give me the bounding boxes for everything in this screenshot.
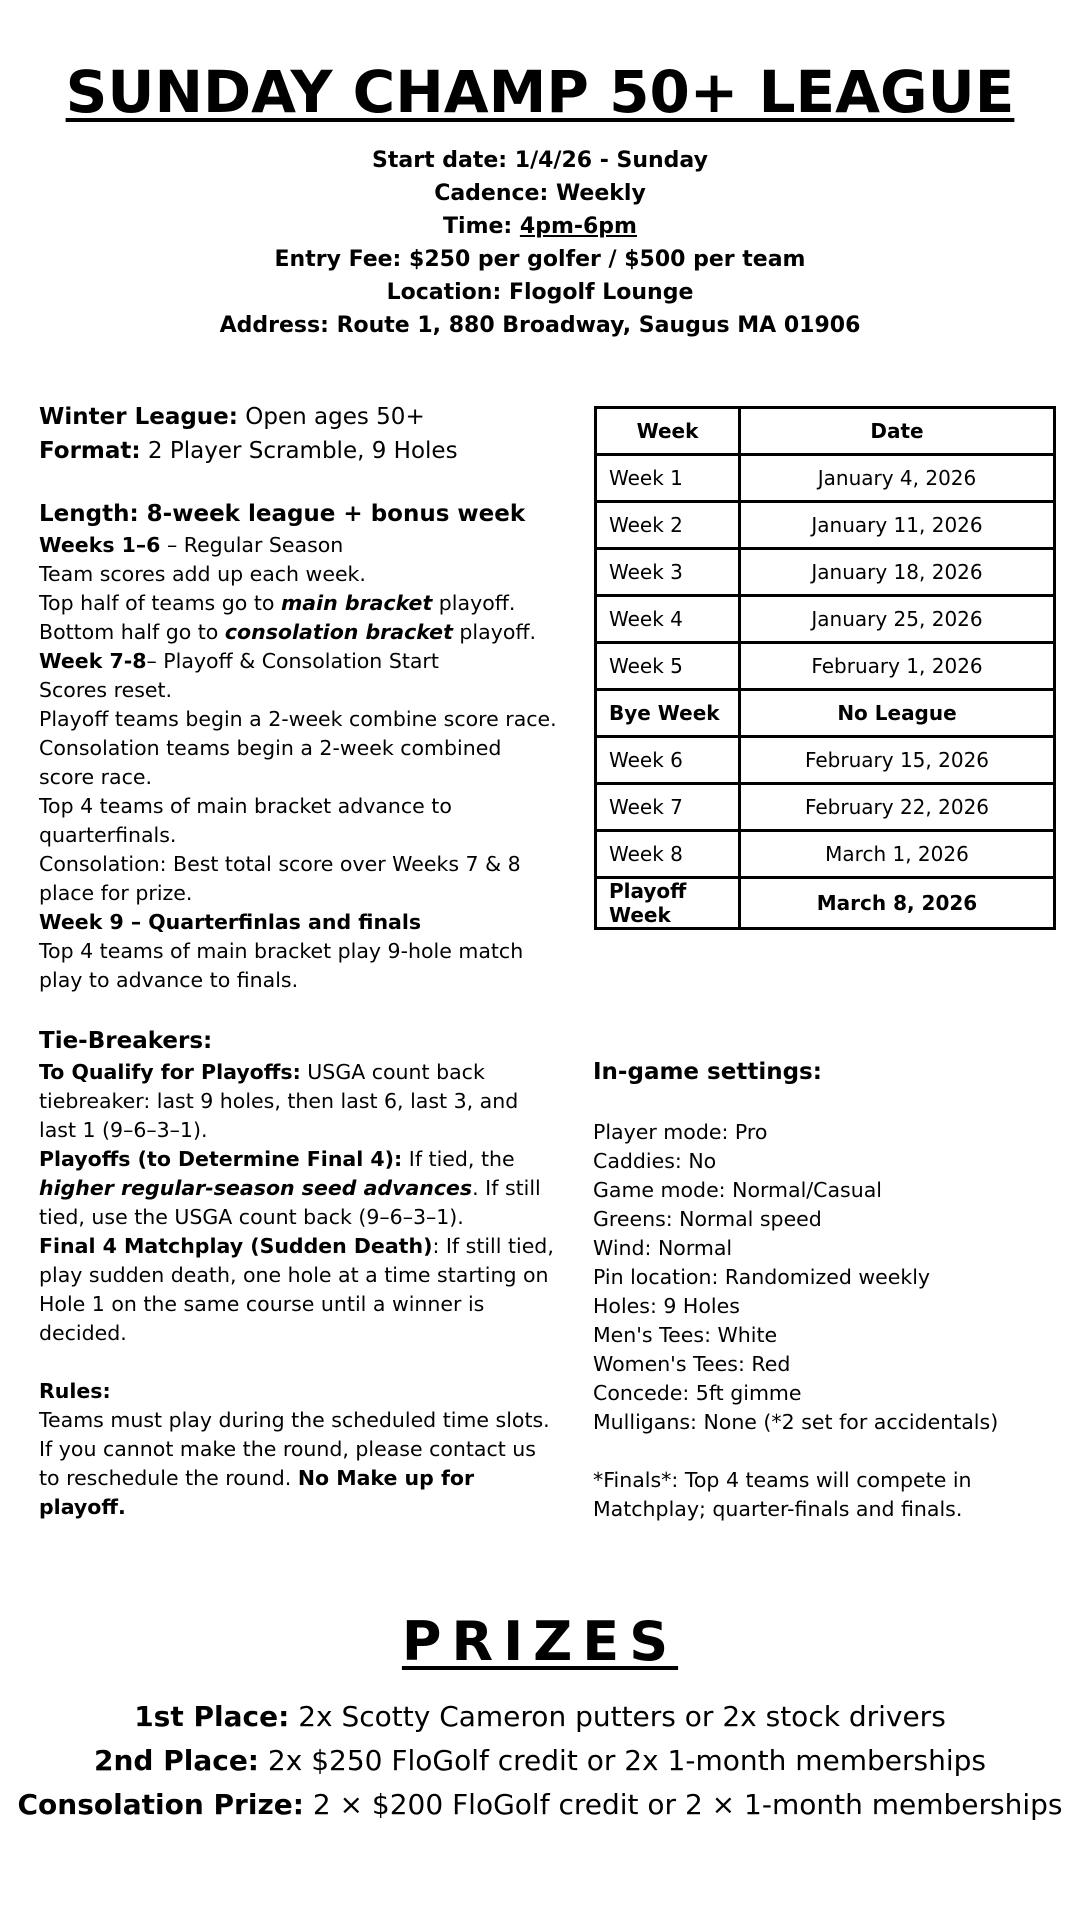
bottom-half-line: Bottom half go to consolation bracket playoff. <box>39 620 537 644</box>
schedule-week-cell: Week 5 <box>596 643 740 690</box>
schedule-week-cell: Week 3 <box>596 549 740 596</box>
setting-item: Greens: Normal speed <box>593 1207 822 1231</box>
entry-fee-line: Entry Fee: $250 per golfer / $500 per team <box>274 247 806 272</box>
schedule-week-cell: Playoff Week <box>596 878 740 929</box>
rules-heading: Rules: <box>39 1379 111 1403</box>
schedule-date-cell: January 18, 2026 <box>740 549 1055 596</box>
schedule-row <box>596 455 1055 502</box>
schedule-week-cell: Week 7 <box>596 784 740 831</box>
schedule-week-cell: Week 2 <box>596 502 740 549</box>
top-half-line: Top half of teams go to main bracket playoff. <box>39 591 516 615</box>
consolation-best-line: Consolation: Best total score over Weeks 7 & 8 place for prize. <box>39 852 521 905</box>
header-week: Week <box>596 408 740 455</box>
schedule-row <box>596 596 1055 643</box>
weeks-7-8-line: Week 7-8– Playoff & Consolation Start <box>39 649 439 673</box>
league-details <box>39 400 559 1522</box>
setting-item: Pin location: Randomized weekly <box>593 1265 931 1289</box>
settings-heading: In-game settings: <box>593 1059 822 1085</box>
prizes-heading: PRIZES <box>401 1610 679 1673</box>
page-title: SUNDAY CHAMP 50+ LEAGUE <box>65 58 1015 126</box>
playoffs-tiebreaker: Playoffs (to Determine Final 4): If tied, the higher regular-season seed advances. If still tied, use the USGA count back (9–6–3–1). <box>39 1147 541 1229</box>
settings-list <box>593 1118 1053 1437</box>
week-9-heading: Week 9 – Quarterfinlas and finals <box>39 910 422 934</box>
setting-item: Game mode: Normal/Casual <box>593 1178 882 1202</box>
schedule-table <box>594 406 1056 930</box>
format-line: Format: 2 Player Scramble, 9 Holes <box>39 438 458 464</box>
address-line: Address: Route 1, 880 Broadway, Saugus MA 01906 <box>219 313 861 338</box>
setting-item: Wind: Normal <box>593 1236 733 1260</box>
second-place-prize: 2nd Place: 2x $250 FloGolf credit or 2x 1-month memberships <box>94 1744 986 1777</box>
schedule-week-cell: Bye Week <box>596 690 740 737</box>
tiebreakers-heading: Tie-Breakers: <box>39 1028 213 1054</box>
schedule-date-cell: January 25, 2026 <box>740 596 1055 643</box>
schedule-row <box>596 784 1055 831</box>
schedule-date-cell: January 4, 2026 <box>740 455 1055 502</box>
schedule-row <box>596 690 1055 737</box>
schedule-date-cell: February 1, 2026 <box>740 643 1055 690</box>
schedule-date-cell: No League <box>740 690 1055 737</box>
setting-item: Caddies: No <box>593 1149 717 1173</box>
rules-line-1: Teams must play during the scheduled time slots. <box>39 1408 550 1432</box>
header-date: Date <box>740 408 1055 455</box>
qualify-tiebreaker: To Qualify for Playoffs: USGA count back tiebreaker: last 9 holes, then last 6, last 3, and last 1 (9–6–3–1). <box>39 1060 519 1142</box>
league-info <box>0 144 1080 342</box>
start-date-line: Start date: 1/4/26 - Sunday <box>372 148 708 173</box>
rules-line-2: If you cannot make the round, please contact us to reschedule the round. No Make up for playoff. <box>39 1437 536 1519</box>
schedule-row <box>596 549 1055 596</box>
setting-item: Women's Tees: Red <box>593 1352 791 1376</box>
schedule-row <box>596 878 1055 929</box>
schedule-week-cell: Week 6 <box>596 737 740 784</box>
first-place-prize: 1st Place: 2x Scotty Cameron putters or 2x stock drivers <box>134 1700 946 1733</box>
final4-tiebreaker: Final 4 Matchplay (Sudden Death): If still tied, play sudden death, one hole at a time starting on Hole 1 on the same course until a winner is decided. <box>39 1234 554 1345</box>
in-game-settings <box>593 1055 1053 1524</box>
schedule-date-cell: January 11, 2026 <box>740 502 1055 549</box>
schedule-date-cell: March 8, 2026 <box>740 878 1055 929</box>
team-scores-line: Team scores add up each week. <box>39 562 366 586</box>
setting-item: Holes: 9 Holes <box>593 1294 740 1318</box>
schedule-date-cell: February 15, 2026 <box>740 737 1055 784</box>
scores-reset-line: Scores reset. <box>39 678 173 702</box>
weeks-1-6-line: Weeks 1–6 – Regular Season <box>39 533 344 557</box>
schedule-row <box>596 643 1055 690</box>
schedule-row <box>596 502 1055 549</box>
consolation-prize: Consolation Prize: 2 × $200 FloGolf credit or 2 × 1-month memberships <box>17 1788 1063 1821</box>
setting-item: Mulligans: None (*2 set for accidentals) <box>593 1410 999 1434</box>
schedule-week-cell: Week 4 <box>596 596 740 643</box>
finals-note: *Finals*: Top 4 teams will compete in Matchplay; quarter-finals and finals. <box>593 1468 972 1521</box>
location-line: Location: Flogolf Lounge <box>386 280 694 305</box>
schedule-row <box>596 831 1055 878</box>
schedule-date-cell: February 22, 2026 <box>740 784 1055 831</box>
schedule-week-cell: Week 8 <box>596 831 740 878</box>
schedule-row <box>596 737 1055 784</box>
playoff-teams-line: Playoff teams begin a 2-week combine score race. <box>39 707 557 731</box>
top4-advance-line: Top 4 teams of main bracket advance to quarterfinals. <box>39 794 452 847</box>
schedule-date-cell: March 1, 2026 <box>740 831 1055 878</box>
setting-item: Player mode: Pro <box>593 1120 768 1144</box>
time-line: Time: 4pm-6pm <box>443 214 637 239</box>
setting-item: Concede: 5ft gimme <box>593 1381 802 1405</box>
winter-league-line: Winter League: Open ages 50+ <box>39 404 425 430</box>
schedule-week-cell: Week 1 <box>596 455 740 502</box>
week-9-text: Top 4 teams of main bracket play 9-hole match play to advance to finals. <box>39 939 524 992</box>
consolation-teams-line: Consolation teams begin a 2-week combined score race. <box>39 736 502 789</box>
length-heading: Length: 8-week league + bonus week <box>39 501 526 527</box>
prizes-list <box>0 1695 1080 1827</box>
schedule-header-row <box>596 408 1055 455</box>
cadence-line: Cadence: Weekly <box>434 181 646 206</box>
setting-item: Men's Tees: White <box>593 1323 778 1347</box>
